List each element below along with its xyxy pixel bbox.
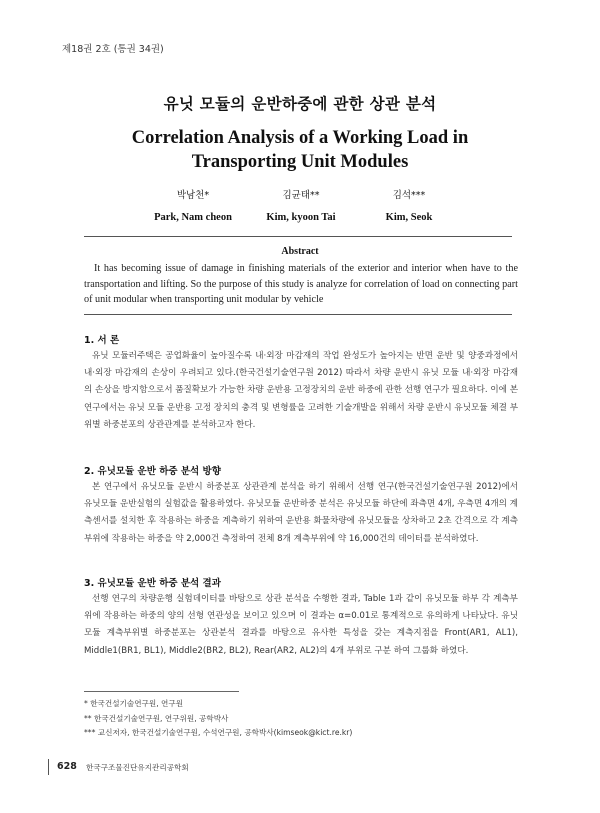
abstract-bottom-rule [84, 314, 512, 315]
title-english-line-2: Transporting Unit Modules [191, 152, 409, 172]
author-3 [334, 187, 484, 223]
section-heading-introduction: 1. 서 론 [84, 335, 120, 346]
footer-bar [48, 759, 49, 775]
running-head: 제18권 2호 (통권 34권) [62, 44, 164, 55]
author-name-english: Kim, Seok [385, 212, 433, 223]
section-text-introduction [84, 348, 518, 434]
footnote-1: * 한국건설기술연구원, 연구원 [84, 699, 184, 708]
section-heading-analysis-results: 3. 유닛모듈 운반 하중 분석 결과 [84, 578, 221, 589]
section-text-analysis-results [84, 591, 518, 660]
section-heading-analysis-direction: 2. 유닛모듈 운반 하중 분석 방향 [84, 466, 221, 477]
title-korean: 유닛 모듈의 운반하중에 관한 상관 분석 [163, 95, 437, 113]
title-english-line-1: Correlation Analysis of a Working Load in [131, 128, 469, 148]
abstract-heading: Abstract [281, 246, 319, 257]
footnotes [84, 697, 352, 741]
footnote-2: ** 한국건설기술연구원, 연구위원, 공학박사 [84, 713, 229, 723]
abstract-top-rule [84, 236, 512, 237]
page-number: 628 [57, 761, 77, 772]
abstract-body [84, 261, 518, 308]
title-english [0, 126, 600, 174]
paragraph: 선행 연구의 차량운행 실험데이터를 바탕으로 상관 분석을 수행한 결과, Table 1과 같이 유닛모듈 하부 각 계측부위에 작용하는 하중의 양의 선형 연관성을 보이고 있으며 이 결과는 α=0.01로 통계적으로 유의하게 나타났다. 유닛모듈 계측부위별 하중분포는 상관분석 결과를 바탕으로 유사한 특성을 갖는 계측지점을 Front(AR1, AL1), Middle1(BR1, BL1), Middle2(BR2, BL2), Rear(AR2, AL2)의 4개 부위로 구분 하여 그룹화 하였다. [84, 594, 518, 656]
footnote-rule [84, 691, 239, 692]
journal-name: 한국구조물진단유지관리공학회 [86, 763, 189, 772]
paragraph: 유닛 모듈러주택은 공업화율이 높아질수록 내·외장 마감재의 작업 완성도가 높아지는 반면 운반 및 양중과정에서 내·외장 마감재의 손상이 우려되고 있다.(한국건설기술연구원 2012) 따라서 차량 운반시 유닛 모듈 내·외장 마감재의 손상을 방지함으로서 품질확보가 가능한 차량 운반용 고정장치의 운반 하중에 관한 선행 연구가 필요하다. 이에 본 연구에서는 유닛 모듈 운반용 고정 장치의 충격 및 변형률을 고려한 기술개발을 위해서 차량 운반시 유닛모듈 체결 부위별 하중분포의 상관관계를 분석하고자 한다. [84, 351, 518, 430]
paragraph: 본 연구에서 유닛모듈 운반시 하중분포 상관관계 분석을 하기 위해서 선행 연구(한국건설기술연구원 2012)에서 유닛모듈 운반실험의 실험값을 활용하였다. 유닛모듈 운반하중 분석은 유닛모듈 하단에 좌측면 4개, 우측면 4개의 계측센서를 설치한 후 작용하는 하중을 계측하기 위하여 운반용 화물차량에 유닛모듈을 상차하고 2초 간격으로 각 계측부위에 작용하는 하중을 약 2,000건 측정하여 전체 8개 계측부위에 약 16,000건의 데이터를 분석하였다. [84, 482, 518, 544]
author-name-korean: 김균태** [282, 190, 320, 201]
author-name-english: Kim, kyoon Tai [266, 212, 336, 223]
abstract-text: It has becoming issue of damage in finishing materials of the exterior and interior when have to the transportation and lifting. So the purpose of this study is analyze for correlation of load on connecting part of unit modular when transporting unit modular by vehicle [84, 263, 518, 305]
footnote-3: *** 교신저자, 한국건설기술연구원, 수석연구원, 공학박사(kimseok@kict.re.kr) [84, 728, 353, 737]
author-list [0, 187, 600, 227]
author-name-korean: 김석*** [392, 190, 426, 201]
author-name-english: Park, Nam cheon [154, 212, 232, 223]
page-footer [48, 759, 348, 777]
author-name-korean: 박남천* [176, 190, 210, 201]
section-text-analysis-direction [84, 479, 518, 548]
